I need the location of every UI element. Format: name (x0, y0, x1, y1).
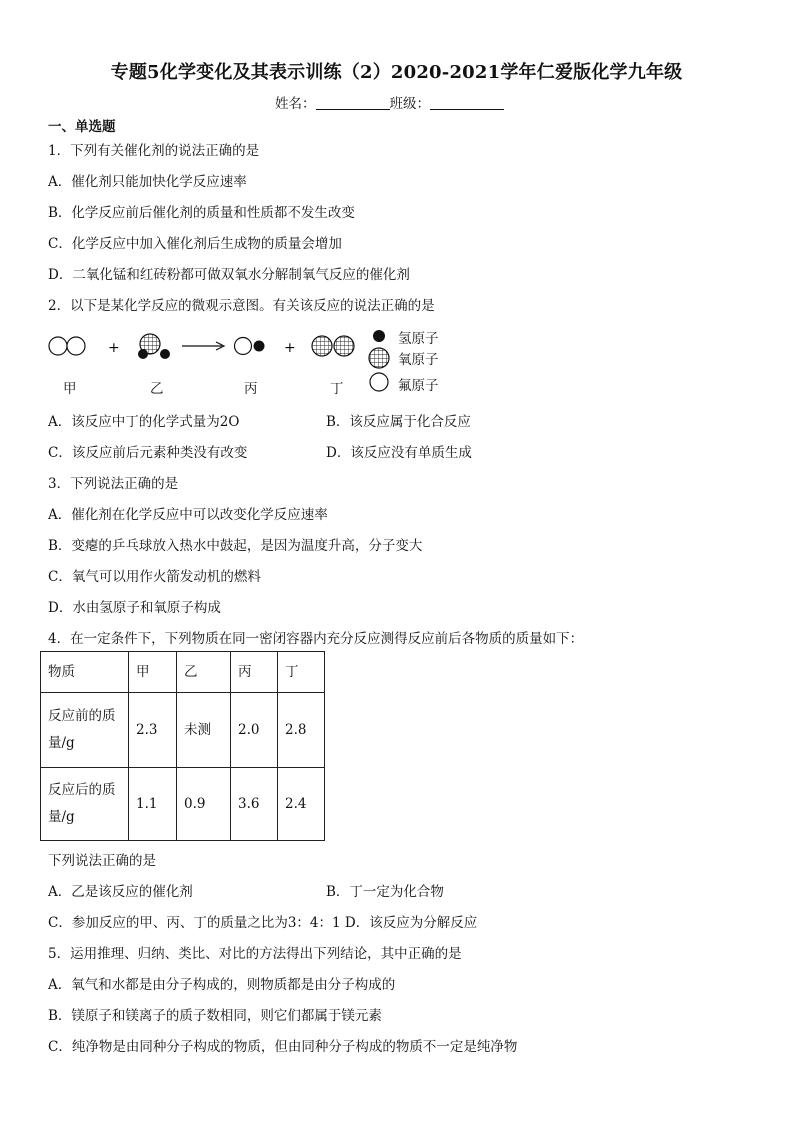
plus-sign: + (108, 340, 120, 356)
q3-option-a: A．催化剂在化学反应中可以改变化学反应速率 (48, 507, 328, 523)
species-label-ding: 丁 (330, 381, 344, 397)
plus-sign: + (284, 340, 296, 356)
table-cell: 2.4 (278, 768, 325, 841)
table-cell: 丙 (231, 652, 278, 693)
oxygen-atom-icon (334, 336, 354, 356)
q4-option-cd: C．参加反应的甲、丙、丁的质量之比为3：4：1 D．该反应为分解反应 (48, 915, 478, 931)
hydrogen-atom-icon (373, 330, 385, 342)
q5-option-a: A．氧气和水都是由分子构成的，则物质都是由分子构成的 (48, 977, 396, 993)
q3-option-b: B．变瘪的乒乓球放入热水中鼓起，是因为温度升高，分子变大 (48, 538, 423, 554)
fluorine-atom-icon (370, 373, 388, 391)
q2-option-c: C．该反应前后元素种类没有改变 (48, 445, 248, 461)
legend-label-hydrogen: 氢原子 (398, 331, 439, 347)
name-blank[interactable] (316, 97, 390, 110)
table-cell: 反应前的质量/g (41, 693, 129, 768)
oxygen-atom-icon (369, 348, 389, 368)
table-cell: 反应后的质量/g (41, 768, 129, 841)
table-cell: 丁 (278, 652, 325, 693)
q2-option-d: D．该反应没有单质生成 (326, 445, 472, 461)
oxygen-atom-icon (312, 336, 332, 356)
fluorine-atom-icon (67, 337, 85, 355)
table-cell: 2.8 (278, 693, 325, 768)
q4-prompt: 下列说法正确的是 (48, 853, 156, 869)
class-label: 班级： (389, 96, 430, 112)
fluorine-atom-icon (49, 337, 67, 355)
q3-stem: 3．下列说法正确的是 (48, 476, 179, 492)
q3-option-d: D．水由氢原子和氧原子构成 (48, 600, 221, 616)
name-label: 姓名： (275, 96, 316, 112)
legend-label-oxygen: 氧原子 (398, 352, 439, 368)
q4-option-b: B．丁一定为化合物 (326, 884, 444, 900)
table-cell: 物质 (41, 652, 129, 693)
table-cell: 未测 (177, 693, 231, 768)
table-cell: 3.6 (231, 768, 278, 841)
q2-stem: 2．以下是某化学反应的微观示意图。有关该反应的说法正确的是 (48, 298, 435, 314)
species-ding-molecule (312, 336, 354, 356)
table-row (41, 768, 325, 841)
table-cell: 1.1 (129, 768, 177, 841)
reaction-arrow-icon (182, 342, 224, 350)
table-cell: 2.3 (129, 693, 177, 768)
table-cell: 乙 (177, 652, 231, 693)
fluorine-atom-icon (235, 338, 252, 355)
hydrogen-atom-icon (160, 349, 170, 359)
q4-stem: 4．在一定条件下，下列物质在同一密闭容器内充分反应测得反应前后各物质的质量如下： (48, 631, 584, 647)
q1-stem: 1．下列有关催化剂的说法正确的是 (48, 143, 260, 159)
q2-option-b: B．该反应属于化合反应 (326, 414, 471, 430)
q5-stem: 5．运用推理、归纳、类比、对比的方法得出下列结论，其中正确的是 (48, 946, 462, 962)
mass-table (40, 651, 325, 841)
species-label-bing: 丙 (244, 381, 258, 397)
q1-option-d: D．二氧化锰和红砖粉都可做双氧水分解制氧气反应的催化剂 (48, 267, 410, 283)
q5-option-b: B．镁原子和镁离子的质子数相同，则它们都属于镁元素 (48, 1008, 382, 1024)
species-bing-molecule (235, 338, 265, 355)
table-cell: 0.9 (177, 768, 231, 841)
q1-option-b: B．化学反应前后催化剂的质量和性质都不发生改变 (48, 205, 355, 221)
class-blank[interactable] (430, 97, 504, 110)
table-row (41, 693, 325, 768)
section-heading: 一、单选题 (48, 119, 116, 135)
q4-option-a: A．乙是该反应的催化剂 (48, 884, 193, 900)
name-class-row (275, 92, 504, 112)
table-header-row (41, 652, 325, 693)
species-yi-molecule (138, 334, 170, 359)
table-cell: 甲 (129, 652, 177, 693)
q5-option-c: C．纯净物是由同种分子构成的物质，但由同种分子构成的物质不一定是纯净物 (48, 1039, 518, 1055)
q1-option-c: C．化学反应中加入催化剂后生成物的质量会增加 (48, 236, 342, 252)
species-jia-molecule (49, 337, 85, 355)
hydrogen-atom-icon (254, 341, 265, 352)
q2-option-a: A．该反应中丁的化学式量为2O (48, 414, 240, 430)
species-label-jia: 甲 (63, 381, 77, 397)
hydrogen-atom-icon (138, 349, 148, 359)
page-title: 专题5化学变化及其表示训练（2）2020-2021学年仁爱版化学九年级 (110, 62, 683, 83)
q3-option-c: C．氧气可以用作火箭发动机的燃料 (48, 569, 261, 585)
legend-label-fluorine: 氟原子 (398, 378, 439, 394)
q1-option-a: A．催化剂只能加快化学反应速率 (48, 174, 247, 190)
table-cell: 2.0 (231, 693, 278, 768)
species-label-yi: 乙 (150, 381, 164, 397)
